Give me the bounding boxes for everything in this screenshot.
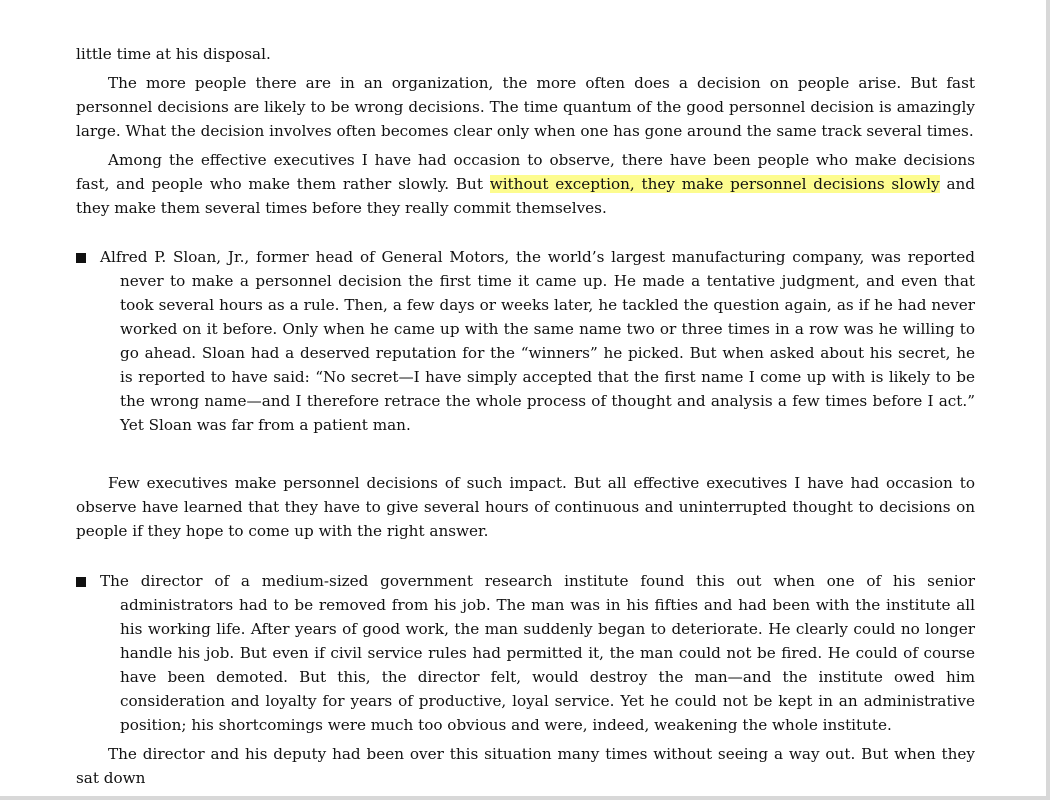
- bullet-text: The director of a medium-sized government research institute found this out when one of his senior administrators had to be removed from his job. The man was in his fifties and had been with the institute all his working life. After years of good work, the man suddenly began to deteriorate. He clearly could no longer handle his job. But even if civil service rules had permitted it, the man could not be fired. He could of course have been demoted. But this, the director felt, would destroy the man—and the institute owed him consideration and loyalty for years of productive, loyal service. Yet he could not be kept in an administrative position; his shortcomings were much too obvious and were, indeed, weakening the whole institute.: [100, 572, 975, 734]
- bullet-square-icon: [76, 253, 86, 263]
- page-edge-bottom: [0, 796, 1050, 800]
- paragraph-continuation: little time at his disposal.: [76, 45, 271, 63]
- paragraph-text-after: and they make them several times before they really commit themselves.: [76, 175, 976, 217]
- paragraph-text-before: Among the effective executives I have had occasion to observe, there have been people who make decisions fast, and people who make them rather slowly. But: [76, 151, 975, 193]
- bullet-item-sloan: [76, 245, 975, 437]
- bullet-item-director: [76, 569, 975, 737]
- page-content: [76, 42, 975, 790]
- paragraph-effective-executives: [76, 148, 975, 220]
- bullet-text: Alfred P. Sloan, Jr., former head of General Motors, the world’s largest manufacturing company, was reported never to make a personnel decision the first time it came up. He made a tentative judgment, and even that took several hours as a rule. Then, a few days or weeks later, he tackled the question again, as if he had never worked on it before. Only when he came up with the same name two or three times in a row was he willing to go ahead. Sloan had a deserved reputation for the “winners” he picked. But when asked about his secret, he is reported to have said: “No secret—I have simply accepted that the first name I come up with is likely to be the wrong name—and I therefore retrace the whole process of thought and analysis a few times before I act.” Yet Sloan was far from a patient man.: [100, 248, 975, 434]
- page-edge-right: [1046, 0, 1050, 800]
- highlighted-text[interactable]: without exception, they make personnel decisions slowly: [489, 175, 940, 193]
- paragraph-personnel-decisions: The more people there are in an organization, the more often does a decision on people arise. But fast personnel decisions are likely to be wrong decisions. The time quantum of the good personnel decision is amazingly large. What the decision involves often becomes clear only when one has gone around the same track several times.: [76, 74, 975, 140]
- paragraph-director-deputy: The director and his deputy had been over this situation many times without seeing a way out. But when they sat down: [76, 745, 975, 787]
- bullet-square-icon: [76, 577, 86, 587]
- paragraph-few-executives: Few executives make personnel decisions of such impact. But all effective executives I have had occasion to observe have learned that they have to give several hours of continuous and uninterrupted thought to decisions on people if they hope to come up with the right answer.: [76, 474, 975, 540]
